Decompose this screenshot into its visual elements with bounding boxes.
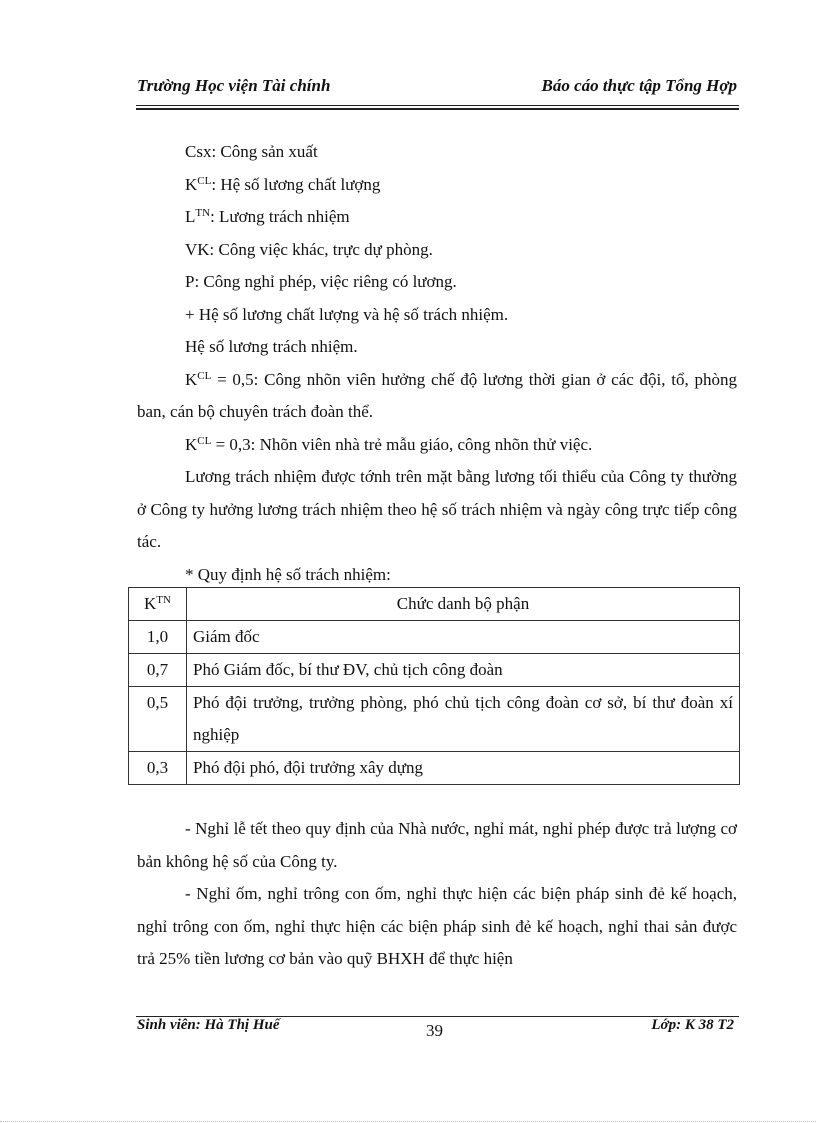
table-row	[129, 687, 740, 752]
paragraph-kcl-03: $K^{CL} = 0,3$: Nhõn viên nhà trẻ mẫu giáo, công nhõn thử việc.	[185, 434, 593, 454]
header-rule-thick	[136, 108, 739, 110]
page-number: 39	[426, 1021, 443, 1040]
cell-k: 0,7	[129, 654, 187, 687]
line-coefficients: + Hệ số lương chất lượng và hệ số trách nhiệm.	[185, 304, 509, 324]
paragraph-responsibility-pay: Lương trách nhiệm được tớnh trên mặt bằng lương tối thiểu của Công ty thường ở Công ty hưởng lương trách nhiệm theo hệ số trách nhiệm và ngày công trực tiếp công tác.	[137, 467, 737, 551]
responsibility-table	[128, 587, 740, 785]
header-report-title: Báo cáo thực tập Tổng Hợp	[541, 76, 737, 95]
cell-title: Phó Giám đốc, bí thư ĐV, chủ tịch công đoàn	[187, 654, 740, 687]
line-regulation: * Quy định hệ số trách nhiệm:	[185, 564, 391, 584]
cell-k: 0,3	[129, 752, 187, 785]
table-row	[129, 654, 740, 687]
cell-title: Phó đội trưởng, trưởng phòng, phó chủ tịch công đoàn cơ sở, bí thư đoàn xí nghiệp	[187, 687, 740, 752]
line-csx: Csx: Công sản xuất	[185, 142, 318, 161]
column-header-title: Chức danh bộ phận	[187, 588, 740, 621]
page-edge-divider	[0, 1121, 816, 1122]
paragraph-sick-leave: - Nghỉ ốm, nghỉ trông con ốm, nghỉ thực hiện các biện pháp sinh đẻ kế hoạch, nghỉ trông con ốm, nghỉ thực hiện các biện pháp sinh đẻ kế hoạch, nghỉ thai sản được trả 25% tiền lương cơ bản vào quỹ BHXH để thực hiện	[137, 884, 737, 968]
footer-class: Lớp: K 38 T2	[651, 1017, 734, 1033]
line-kcl: $K^{CL}$: Hệ số lương chất lượng	[185, 174, 381, 194]
paragraph-kcl-05: $K^{CL} = 0,5$: Công nhõn viên hưởng chế độ lương thời gian ở các đội, tổ, phòng ban, cán bộ chuyên trách đoàn thể.	[137, 369, 737, 421]
header-rule	[136, 105, 739, 106]
cell-k: 0,5	[129, 687, 187, 752]
footer-student: Sinh viên: Hà Thị Huế	[137, 1017, 280, 1033]
cell-title: Giám đốc	[187, 621, 740, 654]
line-responsibility-coef: Hệ số lương trách nhiệm.	[185, 337, 358, 356]
paragraph-holidays: - Nghỉ lễ tết theo quy định của Nhà nước, nghỉ mát, nghỉ phép được trả lượng cơ bản không hệ số của Công ty.	[137, 819, 737, 871]
table-row	[129, 752, 740, 785]
table-header-row	[129, 588, 740, 621]
body-text	[137, 136, 737, 591]
column-header-k: $K^{TN}$	[129, 588, 187, 621]
cell-title: Phó đội phó, đội trưởng xây dựng	[187, 752, 740, 785]
header-institution: Trường Học viện Tài chính	[137, 76, 331, 95]
line-p: P: Công nghỉ phép, việc riêng có lương.	[185, 272, 457, 291]
table-row	[129, 621, 740, 654]
line-vk: VK: Công việc khác, trực dự phòng.	[185, 239, 433, 259]
body-text-continued	[137, 813, 737, 976]
cell-k: 1,0	[129, 621, 187, 654]
line-ltn: $L^{TN}$: Lương trách nhiệm	[185, 207, 350, 226]
